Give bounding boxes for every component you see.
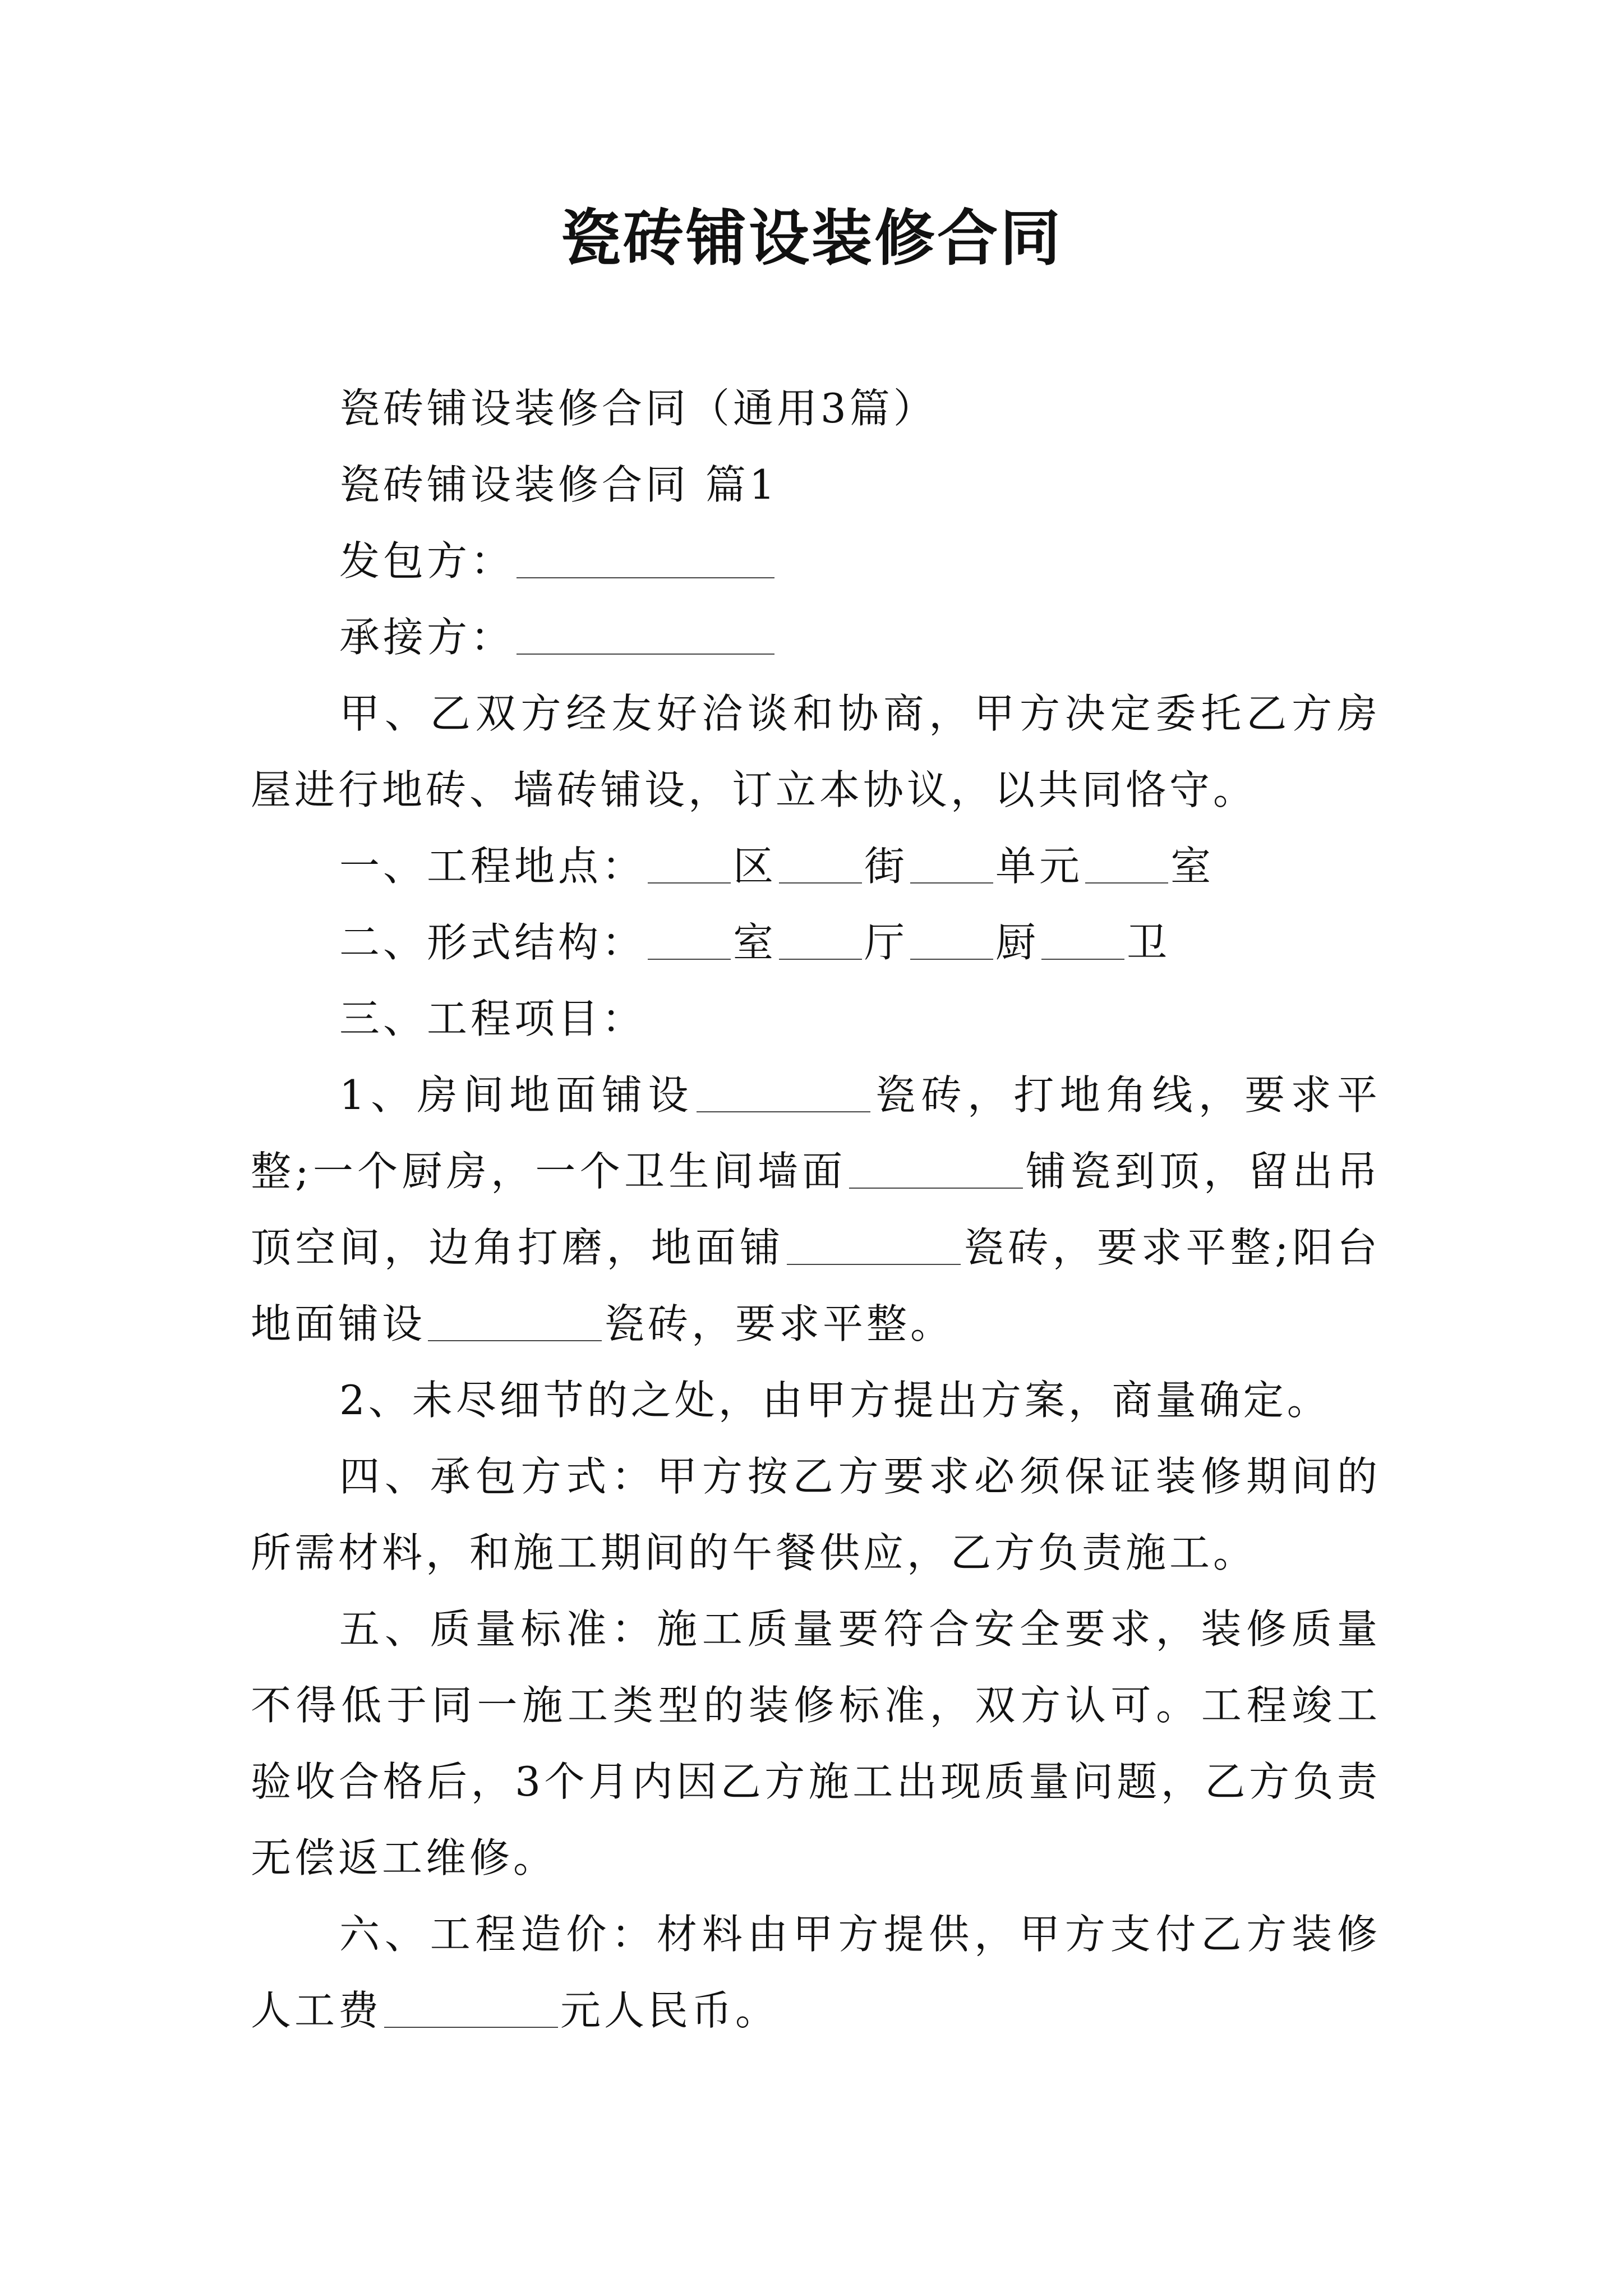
cost-text: 元人民币。 <box>560 1987 780 2034</box>
party-a-label: 发包方： <box>339 537 515 585</box>
party-a-line <box>251 523 1381 599</box>
items-heading-text: 三、工程项目： <box>339 995 646 1042</box>
structure-unit: 厅 <box>864 919 909 966</box>
intro-text: 甲、乙双方经友好洽谈和协商，甲方决定委托乙方房屋进行地砖、墙砖铺设，订立本协议，以共同恪守。 <box>251 690 1381 813</box>
quality-text: 五、质量标准：施工质量要符合安全要求，装修质量不得低于同一施工类型的装修标准，双方认可。工程竣工验收合格后，3个月内因乙方施工出现质量问题，乙方负责无偿返工维修。 <box>251 1605 1381 1881</box>
item-1-text: 铺瓷到顶，留出吊顶空间，边角打磨，地面铺 <box>251 1148 1381 1271</box>
party-b-blank <box>517 613 774 655</box>
subtitle-text: 瓷砖铺设装修合同（通用3篇） <box>339 385 937 432</box>
location-line <box>251 828 1381 904</box>
structure-blank <box>1041 918 1124 960</box>
location-unit: 街 <box>864 843 909 890</box>
party-b-label: 承接方： <box>339 614 515 661</box>
location-unit: 区 <box>733 843 777 890</box>
cost-blank <box>384 1986 558 2028</box>
item-1-text: 1、房间地面铺设 <box>339 1071 694 1119</box>
location-prefix: 一、工程地点： <box>339 843 646 890</box>
cost-text: 六、工程造价：材料由甲方提供，甲方支付乙方装修人工费 <box>251 1911 1381 2034</box>
location-unit: 单元 <box>995 843 1083 890</box>
structure-line <box>251 904 1381 981</box>
party-a-blank <box>517 537 774 578</box>
location-blank <box>779 842 862 884</box>
section-heading-text: 瓷砖铺设装修合同 篇1 <box>339 461 778 508</box>
party-b-line <box>251 599 1381 675</box>
quality-paragraph <box>251 1591 1381 1896</box>
location-blank <box>910 842 993 884</box>
intro-paragraph <box>251 675 1381 828</box>
item-1-blank <box>849 1147 1023 1189</box>
structure-blank <box>648 918 731 960</box>
item-1-blank <box>697 1071 870 1112</box>
item-1-paragraph <box>251 1057 1381 1362</box>
location-unit: 室 <box>1170 843 1215 890</box>
item-2-text: 2、未尽细节的之处，由甲方提出方案，商量确定。 <box>339 1377 1331 1424</box>
items-heading <box>251 981 1381 1057</box>
document-title: 瓷砖铺设装修合同 <box>560 203 1063 274</box>
structure-blank <box>910 918 993 960</box>
structure-prefix: 二、形式结构： <box>339 919 646 966</box>
item-1-text: 瓷砖，打地角线，要求平整;一个厨房，一个卫生间墙面 <box>251 1071 1381 1195</box>
structure-unit: 厨 <box>995 919 1040 966</box>
structure-unit: 卫 <box>1127 919 1171 966</box>
document-body <box>251 370 1381 2049</box>
cost-paragraph <box>251 1896 1381 2049</box>
contracting-text: 四、承包方式：甲方按乙方要求必须保证装修期间的所需材料，和施工期间的午餐供应，乙方负责施工。 <box>251 1453 1381 1576</box>
item-1-blank <box>428 1300 602 1341</box>
section-heading <box>251 447 1381 523</box>
item-1-text: 瓷砖，要求平整。 <box>604 1300 955 1347</box>
item-1-blank <box>787 1223 961 1265</box>
contracting-paragraph <box>251 1438 1381 1591</box>
item-1-text: 瓷砖，要求平整;阳台地面铺设 <box>251 1224 1381 1347</box>
structure-blank <box>779 918 862 960</box>
location-blank <box>1085 842 1168 884</box>
subtitle <box>251 370 1381 447</box>
location-blank <box>648 842 731 884</box>
structure-unit: 室 <box>733 919 777 966</box>
item-2-paragraph <box>251 1362 1381 1438</box>
